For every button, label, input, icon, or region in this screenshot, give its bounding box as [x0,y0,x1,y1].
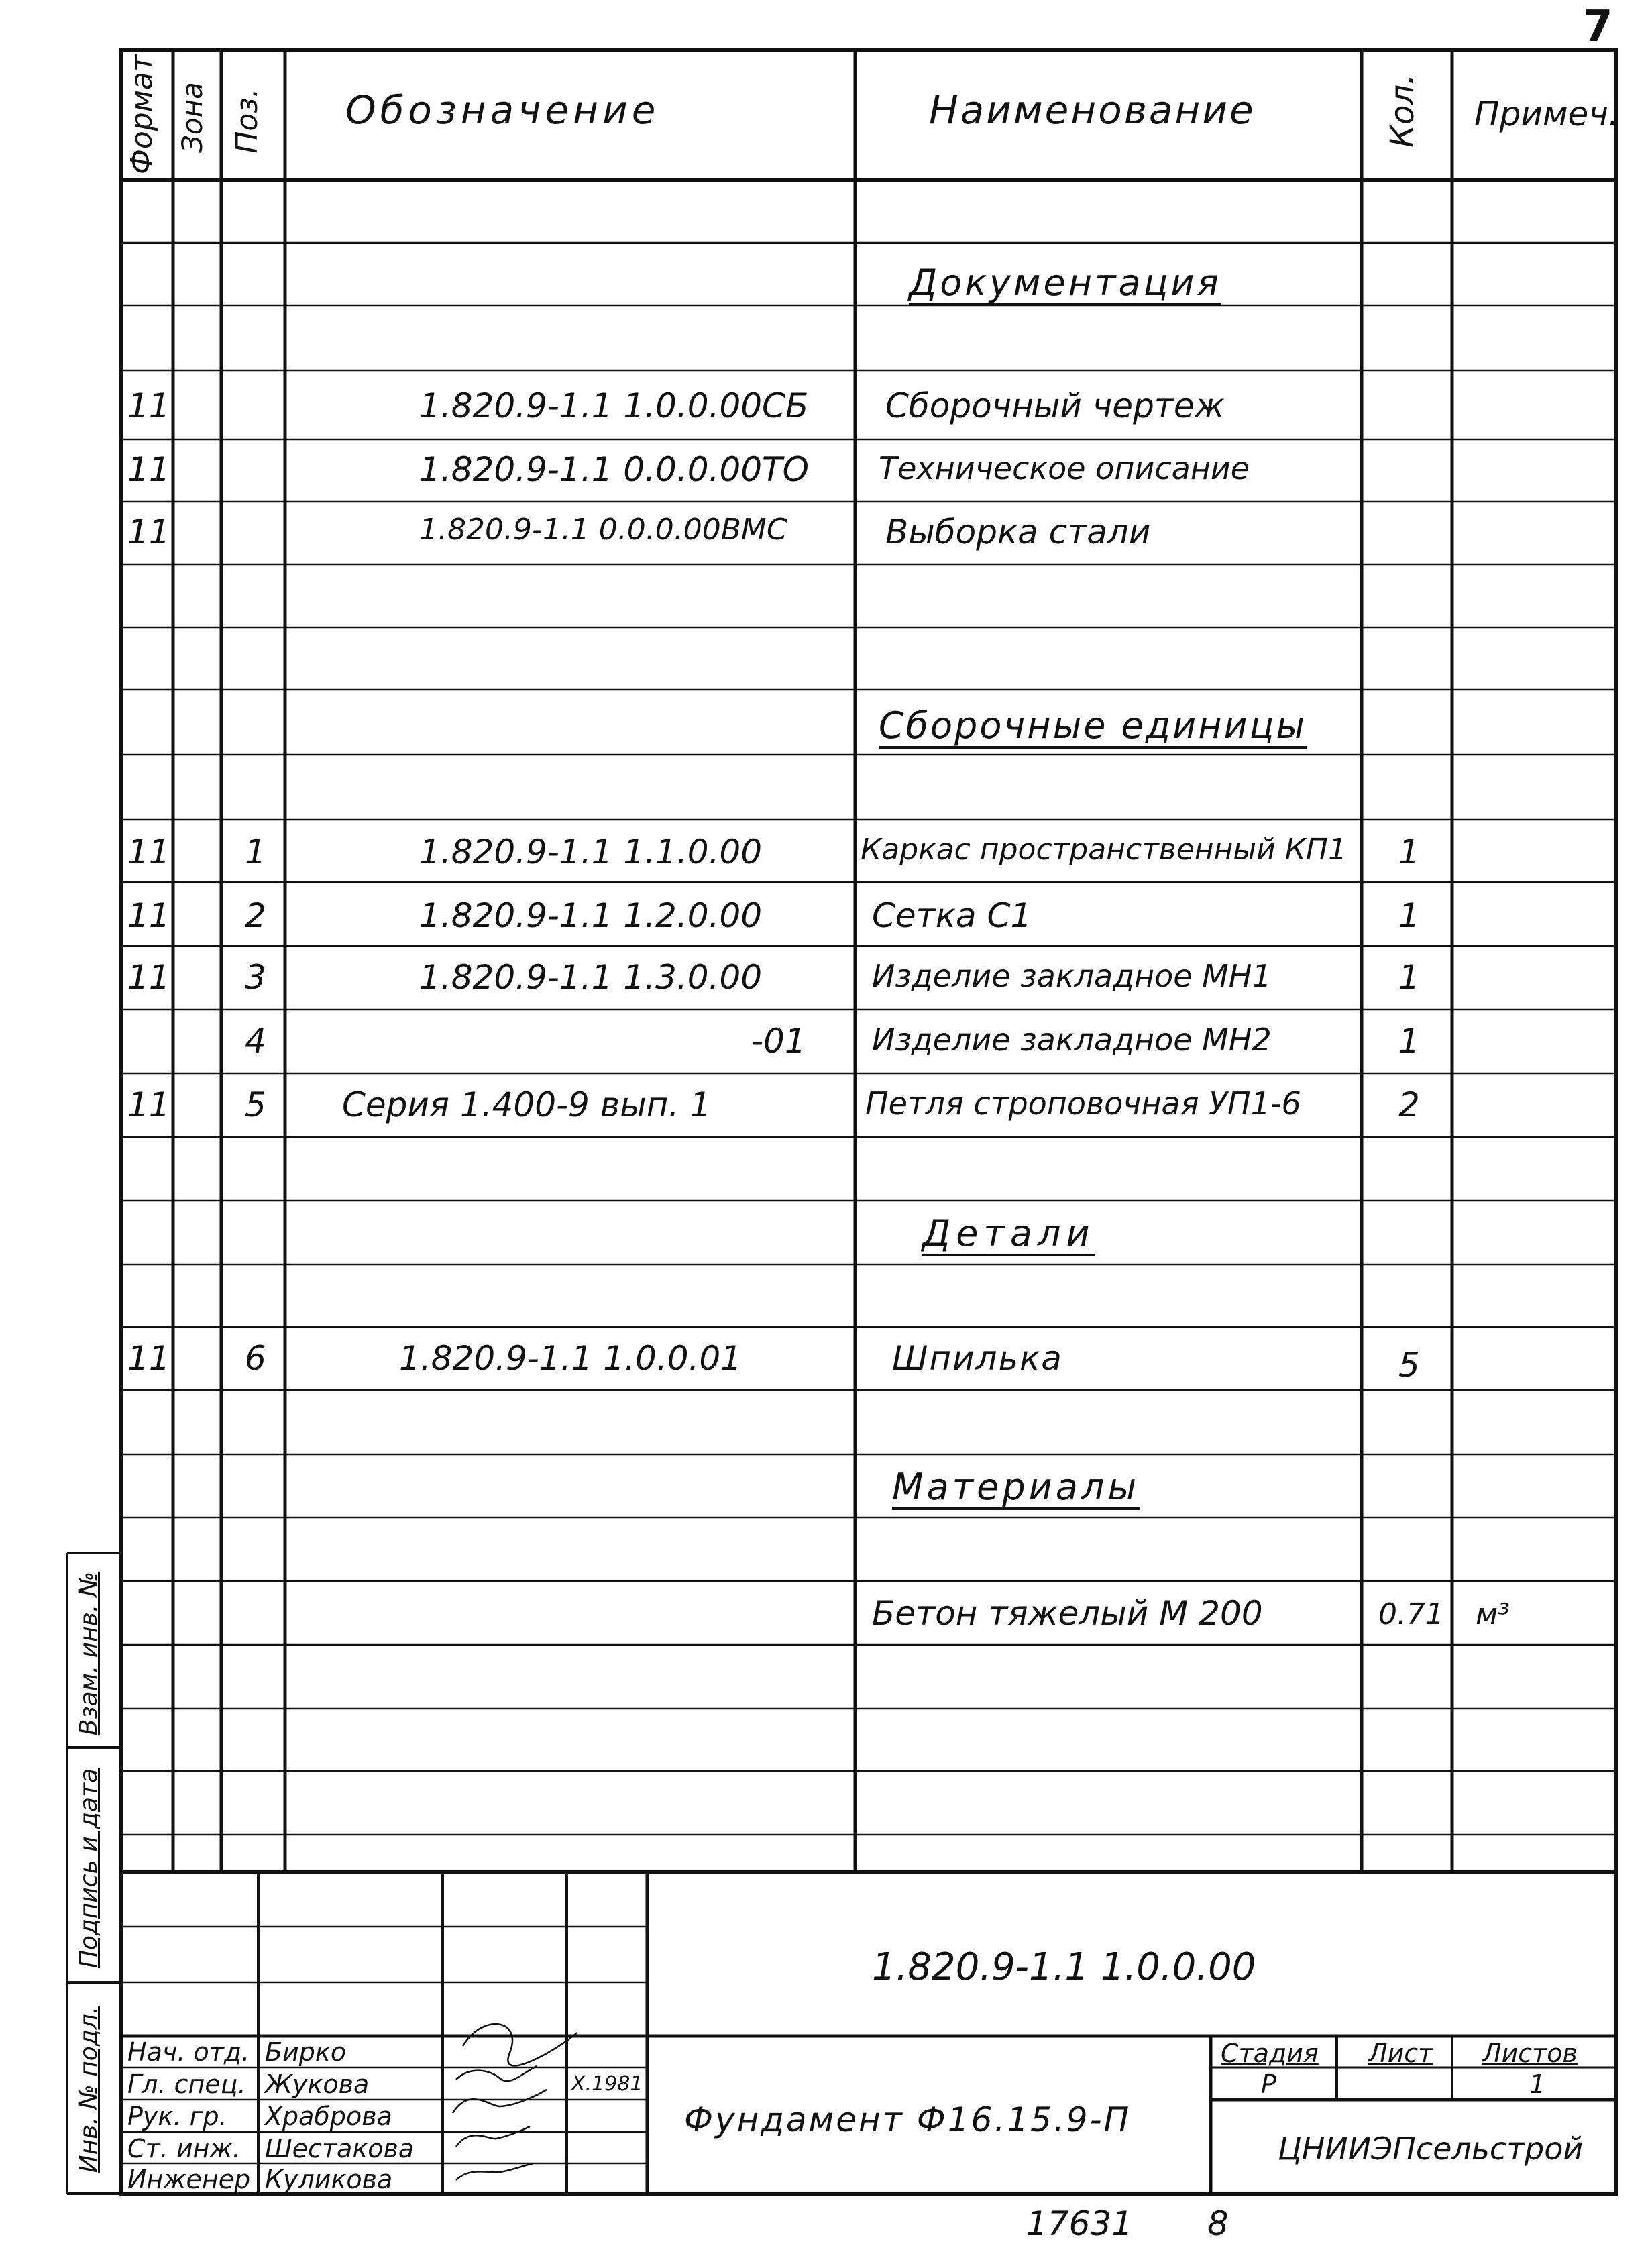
doc-designation: 1.820.9-1.1 0.0.0.00ТО [419,450,809,489]
assembly-qty: 1 [1398,832,1420,871]
organization: ЦНИИЭПсельстрой [1278,2131,1584,2167]
assembly-format: 11 [127,896,170,935]
assembly-format: 11 [127,832,170,871]
person-name: Храброва [265,2102,392,2131]
material-name: Бетон тяжелый М 200 [872,1594,1263,1633]
footer-left-number: 17631 [1026,2204,1134,2243]
role-label: Ст. инж. [127,2134,241,2163]
doc-designation: 1.820.9-1.1 1.0.0.00СБ [419,386,809,425]
section-materials: Материалы [892,1466,1140,1508]
assembly-designation: 1.820.9-1.1 1.3.0.00 [419,958,763,997]
assembly-format: 11 [127,958,170,997]
role-label: Инженер [127,2165,251,2194]
sheets-value: 1 [1529,2069,1546,2099]
assembly-name: Изделие закладное МН2 [872,1022,1272,1058]
assembly-pos: 2 [245,896,266,935]
detail-designation: 1.820.9-1.1 1.0.0.01 [399,1339,742,1378]
assembly-pos: 3 [245,958,266,997]
header-designation: Обозначение [345,87,660,133]
side-sign-date: Подпись и дата [75,1768,103,1969]
page-number: 7 [1583,2,1613,52]
material-qty: 0.71 [1378,1597,1444,1631]
person-name: Бирко [265,2037,347,2067]
assembly-pos: 1 [245,832,266,871]
detail-pos: 6 [245,1339,266,1378]
person-name: Жукова [265,2069,370,2099]
doc-format: 11 [127,450,170,489]
doc-name: Выборка стали [885,513,1151,551]
assembly-pos: 5 [245,1085,266,1124]
role-label: Нач. отд. [127,2037,250,2067]
sheets-label: Листов [1482,2039,1578,2068]
header-pos: Поз. [230,88,264,154]
header-qty: Кол. [1384,74,1421,148]
assembly-name: Изделие закладное МН1 [872,958,1272,994]
sheet-label: Лист [1368,2039,1433,2068]
section-assembly-units: Сборочные единицы [879,704,1307,747]
header-format: Формат [125,54,159,174]
doc-format: 11 [127,513,170,551]
section-documentation: Документация [909,262,1221,304]
assembly-qty: 1 [1398,896,1420,935]
assembly-pos: 4 [245,1022,266,1061]
assembly-qty: 1 [1398,1022,1420,1061]
material-note: м³ [1476,1597,1510,1631]
assembly-designation: Серия 1.400-9 вып. 1 [342,1085,711,1124]
header-zone: Зона [176,82,209,153]
assembly-designation: 1.820.9-1.1 1.2.0.00 [419,896,763,935]
assembly-qty: 1 [1398,958,1420,997]
person-name: Шестакова [265,2134,415,2163]
doc-designation: 1.820.9-1.1 0.0.0.00ВМС [419,513,787,547]
assembly-format: 11 [127,1085,170,1124]
doc-title: Фундамент Ф16.15.9-П [684,2100,1132,2139]
section-details: Детали [922,1212,1095,1254]
assembly-qty: 2 [1398,1085,1420,1124]
doc-format: 11 [127,386,170,425]
doc-code: 1.820.9-1.1 1.0.0.00 [872,1945,1256,1989]
side-replace-inv: Взам. инв. № [75,1571,103,1736]
side-inv-orig: Инв. № подл. [75,2006,103,2173]
detail-qty: 5 [1398,1346,1420,1385]
role-label: Рук. гр. [127,2102,227,2131]
role-label: Гл. спец. [127,2069,246,2099]
footer-right-number: 8 [1207,2204,1229,2243]
assembly-name: Петля строповочная УП1-6 [865,1085,1301,1122]
stage-label: Стадия [1221,2039,1319,2068]
stage-value: Р [1261,2069,1276,2099]
person-name: Куликова [265,2165,393,2194]
detail-name: Шпилька [892,1339,1063,1378]
header-note: Примеч. [1474,95,1619,133]
assembly-name: Сетка С1 [872,896,1032,935]
detail-format: 11 [127,1339,170,1378]
assembly-designation: 1.820.9-1.1 1.1.0.00 [419,832,763,871]
doc-name: Сборочный чертеж [885,386,1225,425]
assembly-name: Каркас пространственный КП1 [861,832,1347,867]
sign-date: X.1981 [571,2072,643,2096]
doc-name: Техническое описание [879,450,1250,486]
assembly-designation: -01 [751,1022,806,1061]
header-name: Наименование [929,87,1256,133]
